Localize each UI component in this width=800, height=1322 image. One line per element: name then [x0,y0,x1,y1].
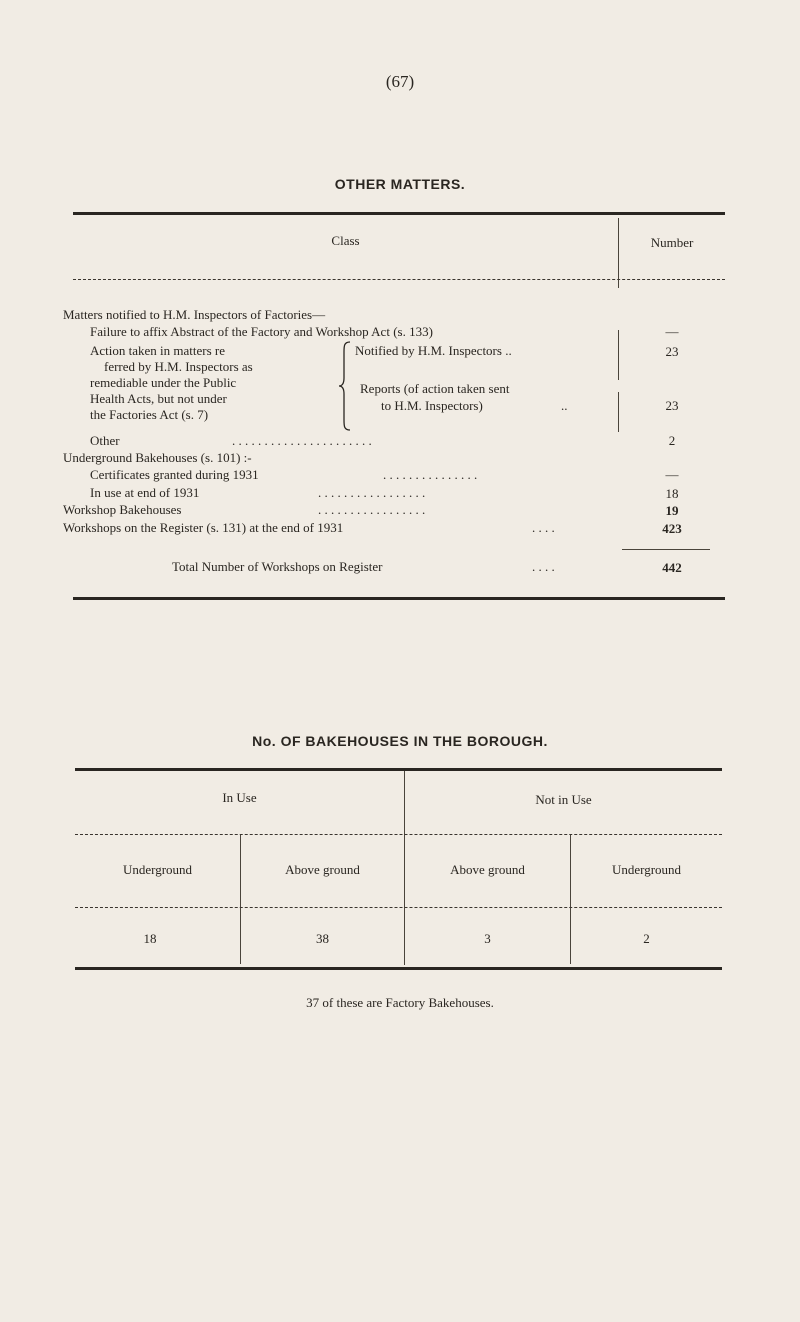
bakehouses-title: No. OF BAKEHOUSES IN THE BOROUGH. [252,733,548,749]
page-number: (67) [385,72,415,91]
group-in-use: In Use [222,790,257,805]
action-line-2: ferred by H.M. Inspectors as [104,359,253,374]
certificates-dots: . . . . . . . . . . . . . . . [383,467,478,482]
failure-value: — [665,324,679,339]
notified-by-label: Notified by H.M. Inspectors .. [355,343,512,358]
failure-label: Failure to affix Abstract of the Factory and Workshop Act (s. 133) [90,324,433,339]
action-line-4: Health Acts, but not under [90,391,227,406]
action-line-5: the Factories Act (s. 7) [90,407,209,422]
header-dashed-rule [73,279,725,280]
workshop-bakehouses-dots: . . . . . . . . . . . . . . . . . [318,502,426,517]
workshops-register-value: 423 [662,521,682,536]
reports-line-2: to H.M. Inspectors) [381,398,483,413]
action-line-1: Action taken in matters re [90,343,226,358]
certificates-label: Certificates granted during 1931 [90,467,259,482]
notified-by-value: 23 [665,344,679,359]
total-rule [622,549,710,550]
other-label: Other [90,433,120,448]
underground-header: Underground Bakehouses (s. 101) :- [63,450,252,465]
table-bottom-rule [73,597,725,600]
in-use-value: 18 [665,486,679,501]
col-in-use-underground: Underground [122,862,193,877]
other-value: 2 [668,433,676,448]
col-in-use-above-ground: Above ground [285,862,360,877]
value-in-use-underground: 18 [143,931,157,946]
certificates-value: — [665,467,679,482]
col-not-in-use-above-ground: Above ground [450,862,525,877]
value-in-use-above-ground: 38 [316,931,329,946]
column-divider-header [618,218,619,288]
value-not-in-use-above-ground: 3 [484,931,491,946]
workshops-register-dots: . . . . [532,520,555,535]
bakehouses-bottom-rule [75,967,722,970]
bakehouses-top-rule [75,768,722,771]
total-value: 442 [662,560,682,575]
col-not-in-use-underground: Underground [611,862,682,877]
action-line-3: remediable under the Public [90,375,237,390]
column-divider-body-2 [618,392,619,432]
group-not-in-use: Not in Use [535,792,592,807]
other-dots: . . . . . . . . . . . . . . . . . . . . . . [232,433,372,448]
value-not-in-use-underground: 2 [643,931,650,946]
notified-header: Matters notified to H.M. Inspectors of Factories— [63,307,326,322]
workshop-bakehouses-label: Workshop Bakehouses [63,502,182,517]
in-use-dots: . . . . . . . . . . . . . . . . . [318,485,426,500]
column-header-class: Class [331,233,360,248]
total-label: Total Number of Workshops on Register [172,559,383,574]
table-top-rule [73,212,725,215]
column-header-number: Number [650,235,694,250]
bakehouses-footnote: 37 of these are Factory Bakehouses. [306,995,494,1010]
reports-line-1: Reports (of action taken sent [360,381,510,396]
workshop-bakehouses-value: 19 [665,503,679,518]
column-divider-body-1 [618,330,619,380]
total-dots: . . . . [532,559,555,574]
workshops-register-label: Workshops on the Register (s. 131) at the end of 1931 [63,520,344,535]
bakehouses-header-rule [75,907,722,908]
other-matters-title: OTHER MATTERS. [334,176,466,192]
brace-icon [338,340,352,432]
reports-value: 23 [665,398,679,413]
bakehouses-mid-rule [75,834,722,835]
reports-dots: .. [561,398,568,413]
in-use-label: In use at end of 1931 [90,485,200,500]
